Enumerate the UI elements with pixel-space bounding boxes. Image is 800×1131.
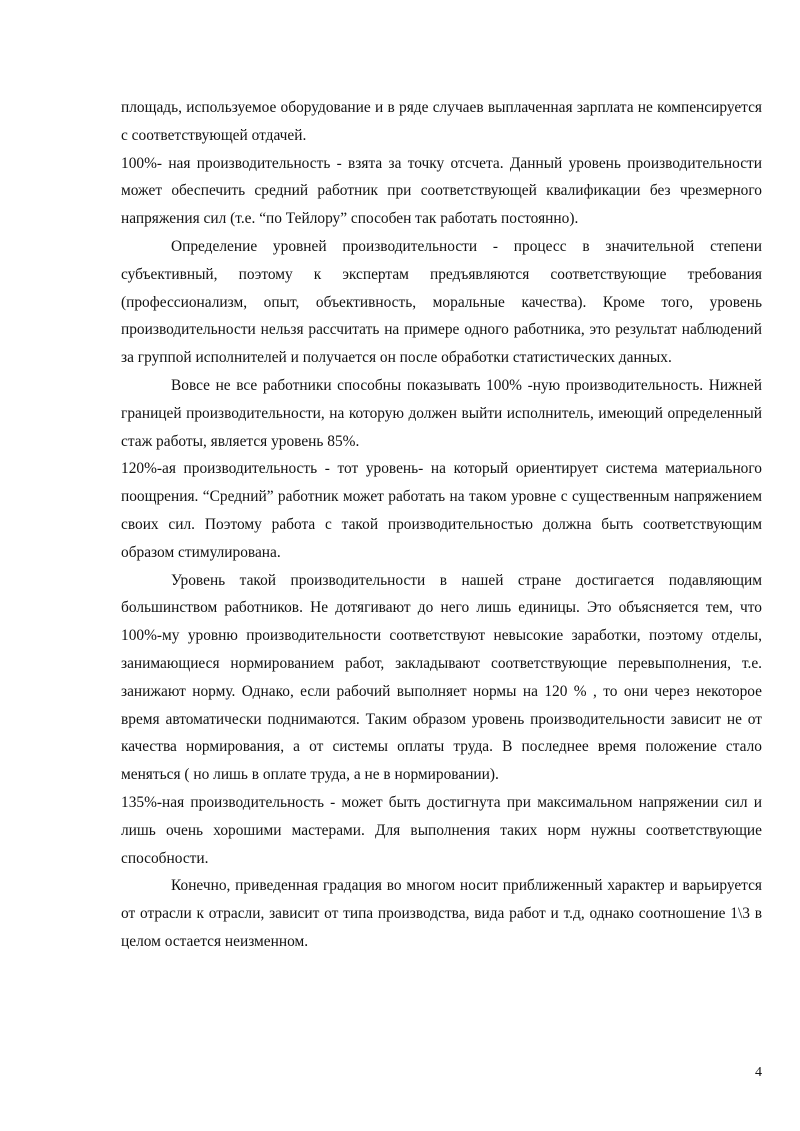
paragraph-5: 120%-ая производительность - тот уровень- на который ориентирует система материального поощрения. “Средний” работник может работать на таком уровне с существенным напряжением своих сил. Поэтому работа с такой производительностью должна быть соответствующим образом стимулирована. bbox=[121, 460, 762, 561]
paragraph-6: Уровень такой производительности в нашей стране достигается подавляющим большинством работников. Не дотягивают до него лишь единицы. Это объясняется тем, что 100%-му уровню производительности соответствуют невысокие заработки, поэтому отделы, занимающиеся нормированием работ, закладывают соответствующие перевыполнения, т.е. занижают норму. Однако, если рабочий выполняет нормы на 120 % , то они через некоторое время автоматически поднимаются. Таким образом уровень производительности зависит не от качества нормирования, а от системы оплаты труда. В последнее время положение стало меняться ( но лишь в оплате труда, а не в нормировании). bbox=[121, 571, 762, 784]
paragraph-4: Вовсе не все работники способны показывать 100% -ную производительность. Нижней границей производительности, на которую должен выйти исполнитель, имеющий определенный стаж работы, является уровень 85%. bbox=[121, 376, 762, 450]
paragraph-1: площадь, используемое оборудование и в ряде случаев выплаченная зарплата не компенсируется с соответствующей отдачей. bbox=[121, 99, 762, 144]
paragraph-3: Определение уровней производительности - процесс в значительной степени субъективный, поэтому к экспертам предъявляются соответствующие требования (профессионализм, опыт, объективность, моральные качества). Кроме того, уровень производительности нельзя рассчитать на примере одного работника, это результат наблюдений за группой исполнителей и получается он после обработки статистических данных. bbox=[121, 237, 762, 367]
document-body bbox=[121, 94, 762, 956]
paragraph-8: Конечно, приведенная градация во многом носит приближенный характер и варьируется от отрасли к отрасли, зависит от типа производства, вида работ и т.д, однако соотношение 1\3 в целом остается неизменном. bbox=[121, 877, 762, 950]
paragraph-2: 100%- ная производительность - взята за точку отсчета. Данный уровень производительности может обеспечить средний работник при соответствующей квалификации без чрезмерного напряжения сил (т.е. “по Тейлору” способен так работать постоянно). bbox=[121, 154, 762, 228]
paragraph-7: 135%-ная производительность - может быть достигнута при максимальном напряжении сил и лишь очень хорошими мастерами. Для выполнения таких норм нужны соответствующие способности. bbox=[121, 793, 762, 867]
page-number: 4 bbox=[755, 1065, 762, 1080]
